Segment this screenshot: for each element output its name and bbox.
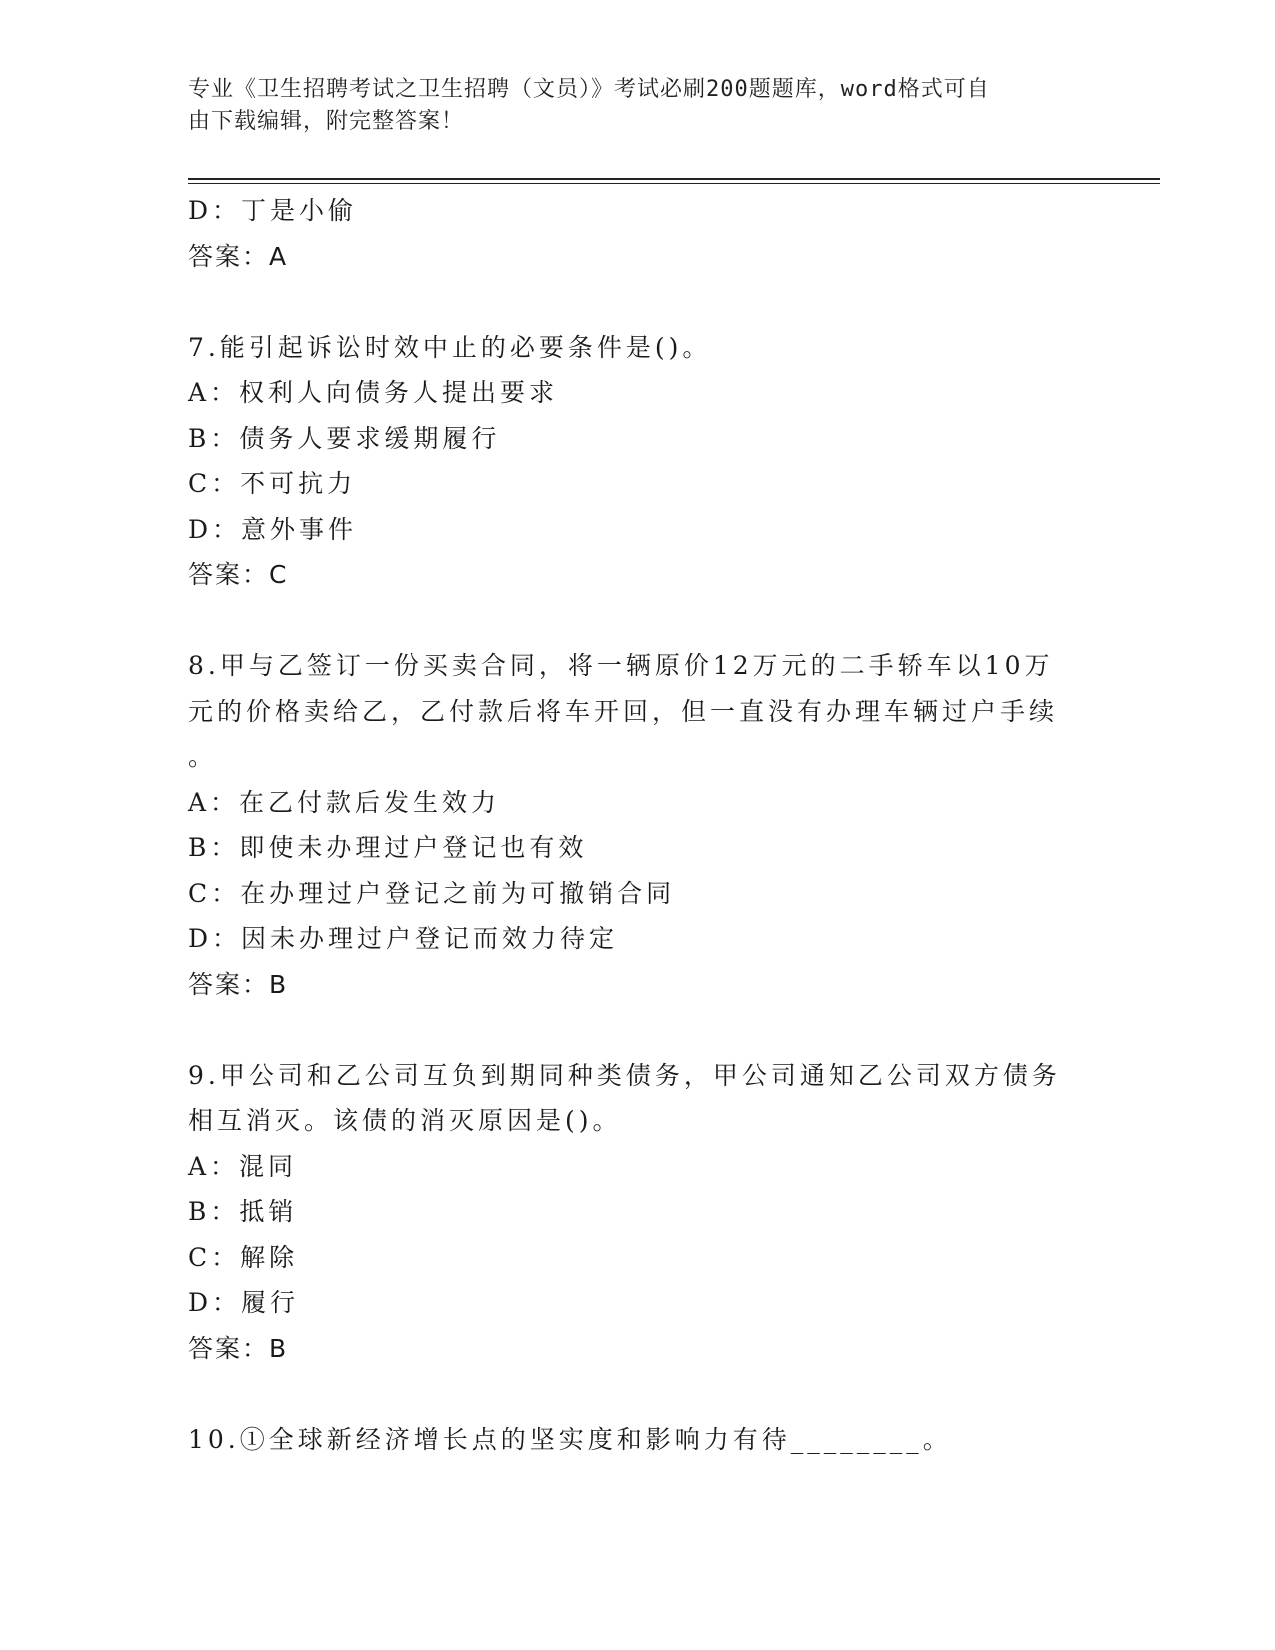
header-line-2: 由下载编辑，附完整答案！	[188, 109, 465, 134]
option-b: B：抵销	[188, 1197, 298, 1226]
answer: 答案：C	[188, 560, 289, 589]
option-b: B：债务人要求缓期履行	[188, 423, 501, 453]
question-9	[188, 1053, 1068, 1372]
option-d: D：履行	[188, 1288, 300, 1317]
option-c: C：在办理过户登记之前为可撤销合同	[188, 878, 676, 908]
option-c: C：解除	[188, 1242, 299, 1272]
question-8	[188, 643, 1068, 1007]
question-7	[188, 325, 1068, 598]
question-stem: 10.①全球新经济增长点的坚实度和影响力有待________。	[188, 1424, 952, 1454]
header-rule-thin	[188, 183, 1160, 184]
option-c: C：不可抗力	[188, 469, 357, 498]
question-stem-line-2: 元的价格卖给乙，乙付款后将车开回，但一直没有办理车辆过户手续	[188, 696, 1059, 726]
question-stem: 7.能引起诉讼时效中止的必要条件是()。	[188, 332, 712, 362]
question-stem-line-1: 8.甲与乙签订一份买卖合同，将一辆原价12万元的二手轿车以10万	[188, 651, 1054, 680]
option-d: D：丁是小偷	[188, 196, 358, 225]
option-a: A：权利人向债务人提出要求	[188, 378, 559, 407]
option-a: A：在乙付款后发生效力	[188, 787, 501, 817]
answer: 答案：A	[188, 241, 289, 271]
option-d: D：意外事件	[188, 514, 358, 544]
option-d: D：因未办理过户登记而效力待定	[188, 924, 619, 953]
question-list	[188, 188, 1068, 1462]
question-stem-line-1: 9.甲公司和乙公司互负到期同种类债务，甲公司通知乙公司双方债务	[188, 1060, 1061, 1090]
answer: 答案：B	[188, 1333, 289, 1363]
question-10	[188, 1417, 1068, 1463]
previous-question-tail	[188, 188, 1068, 279]
answer: 答案：B	[188, 969, 289, 999]
question-stem-line-2: 相互消灭。该债的消灭原因是()。	[188, 1106, 622, 1135]
option-b: B：即使未办理过户登记也有效	[188, 833, 588, 862]
header-rule-thick	[188, 178, 1160, 180]
document-header	[188, 74, 1058, 138]
header-line-1: 专业《卫生招聘考试之卫生招聘（文员）》考试必刷200题题库，word格式可自	[188, 77, 990, 102]
option-a: A：混同	[188, 1151, 298, 1181]
question-stem-line-3: 。	[188, 742, 218, 771]
